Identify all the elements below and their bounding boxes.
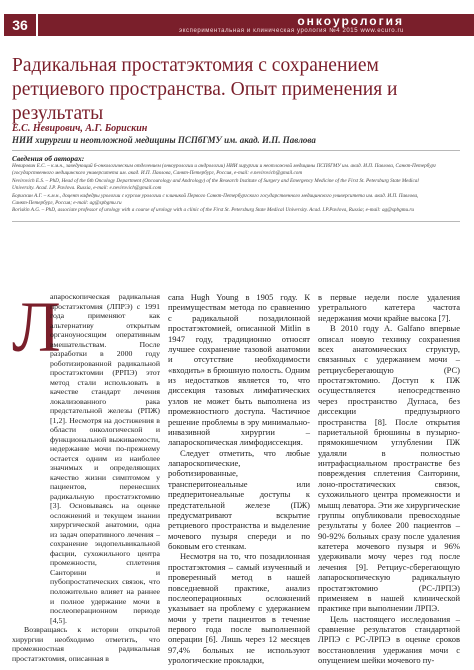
article-title: Радикальная простатэктомия с сохранением ретциевого пространства. Опыт применения и результаты: [12, 55, 398, 124]
paragraph: Цель настоящего исследования – сравнение результатов стандартной ЛРПЭ с РС-ЛРПЭ в оценке сроков восстановления удержания мочи с опущением шейки мочевого пу-: [318, 613, 460, 666]
page-number: 36: [4, 14, 36, 36]
authors-info-box: [12, 150, 460, 222]
authors-info-line: Boriskin A.G. – PhD, associate professor of urology with a course of urology with a clinic of the First St. Petersburg State Medical University. Acad. I.P.Pavlova, Russia; e-mail: ag@spbgmu.ru: [12, 207, 414, 214]
paragraph: Несмотря на то, что позадилонная простатэктомия – самый изученный и проверенный метод в нашей повседневной практике, анализ послеоперационных осложнений указывает на проблему с удержанием мочи у трети пациентов в течение первого года после выполненной операции [6]. Лишь через 12 месяцев 97,4% больных не используют урологические прокладки,: [168, 551, 310, 666]
paragraph: в первые недели после удаления уретрального катетера частота недержания мочи крайне высока [7].: [318, 292, 460, 323]
article-affiliation: НИИ хирургии и неотложной медицины ПСПбГМУ им. акад. И.П. Павлова: [12, 135, 316, 145]
text-column-2: [168, 292, 310, 666]
authors-info-line: Борискин А.Г. – к.м.н., доцент кафедры урологии с курсом урологии с клиникой Первого Санкт-Петербургского государственного медицинского университета им. акад. И.П. Павлова,: [12, 192, 419, 199]
authors-info-heading: Сведения об авторах:: [12, 154, 85, 163]
authors-info-line: Санкт-Петербург, Россия; e-mail: ag@spbgmu.ru: [12, 200, 122, 207]
page-header: [0, 0, 474, 42]
authors-info-line: University. Acad. I.P. Pavlova. Russia, e-mail: e.nevirovich@gmail.com: [12, 185, 162, 192]
authors-info-line: (государственного медицинского университета им. акад. И.П. Павлова, Санкт-Петербург, Россия, e-mail: e.nevirovich@gmail.com: [12, 170, 303, 177]
paragraph: Возвращаясь к истории открытой хирургии необходимо отметить, что промежностная радикальная простатэктомия, описанная в: [12, 625, 160, 663]
paragraph: сапа Hugh Young в 1905 году. К преимуществам метода по сравнению с радикальной позадилонной простатэктомией, описанной Mitlin в 1947 году, традиционно относят лучшее сохранение тазовой анатомии и отсутствие необходимости «входить» в брюшную полость. Одним из недостатков является то, что диссекция тазовых лимфатических узлов не может быть выполнена из промежностного доступа. Частичное решение проблемы в эру минимально-инвазивной хирургии – лапароскопическая лимфодиссекция.: [168, 292, 310, 448]
drop-cap: Л: [12, 287, 61, 367]
text-column-3: [318, 292, 460, 666]
paragraph: В 2010 году A. Galfano впервые описал новую технику сохранения всех анатомических структур, связанных с удержанием мочи – ретциусберегающую (РС) простатэктомию. Доступ к ПЖ осуществляется непосредственно через пространство Дугласа, без диссекции предпузырного пространства [8]. После открытия париетальной брюшины в пузырно-прямокишечном углублении ПЖ удаляли в полностью интрафасциальном пространстве без повреждения сплетения Санторини, лоно-простатических связок, сухожильного центра промежности и мышц леватора. Эти же хирургические группы опубликовали превосходные результаты у более 200 пациентов – 90-92% больных сразу после удаления катетера мочевого пузыря и 96% удерживали мочу через год после лечения [9]. Ретциус-сберегающую лапароскопическую радикальную простатэктомию (РС-ЛРПЭ) применяем в нашей клинической практике при выполнении ЛРПЭ.: [318, 323, 460, 614]
authors-info-line: Невирович Е.С. – к.м.н., заведующий 6-онкологическим отделением (онкоурологии и андрологии) НИИ хирургии и неотложной медицины ПСПбГМУ им. акад. И.П. Павлова, Санкт-Петербург: [12, 163, 437, 169]
journal-line: экспериментальная и клиническая урология №4 2015 www.ecuro.ru: [179, 28, 404, 34]
text-column-1: [12, 287, 160, 663]
paragraph: Следует отметить, что любые лапароскопические, роботизированные, трансперитонеальные или предперитонеальные доступы к предстательной железе (ПЖ) предусматривают вскрытие ретциевого пространства и выделение мочевого пузыря спереди и по боковым его стенкам.: [168, 447, 310, 551]
authors-info-line: Nevirovich E.S. – PhD, Head of the 6th Oncology Department (Oncourology and Andrology) of the Research Institute of Surgery and Emergency Medicine of the First St. Petersburg State Medical: [12, 177, 419, 184]
journal-band: [38, 14, 474, 36]
paragraph: апароскопическая радикальная простатэктомия (ЛПРЭ) с 1991 года применяют как альтернативу открытым органоуносящим оперативным вмешательствам. После разработки в 2000 году роботизированной радикальной простатэктомии (РРПЭ) этот метод стали использовать в качестве стандарт лечения локализованного рака предстательной железы (РПЖ) [1,2]. Несмотря на достижения в области онкологической и функциональной выживаемости, недержание мочи по-прежнему остается одним из наиболее значимых и определяющих качество жизни симптомом у пациентов, перенесших радикальную простатэктомию [3]. Основываясь на оценке осложнений и текущем знании хирургической анатомии, одна из задач оперативного лечения – сохранение эндопельвикальной фасции, сухожильного центра промежности, сплетения Санторини и пубопростатических связок, что положительно влияет на раннее и полное удержание мочи в послеоперационном периоде [4,5].: [50, 292, 160, 625]
article-authors: Е.С. Невирович, А.Г. Борискин: [12, 123, 148, 134]
section-name: онкоурология: [297, 14, 404, 28]
